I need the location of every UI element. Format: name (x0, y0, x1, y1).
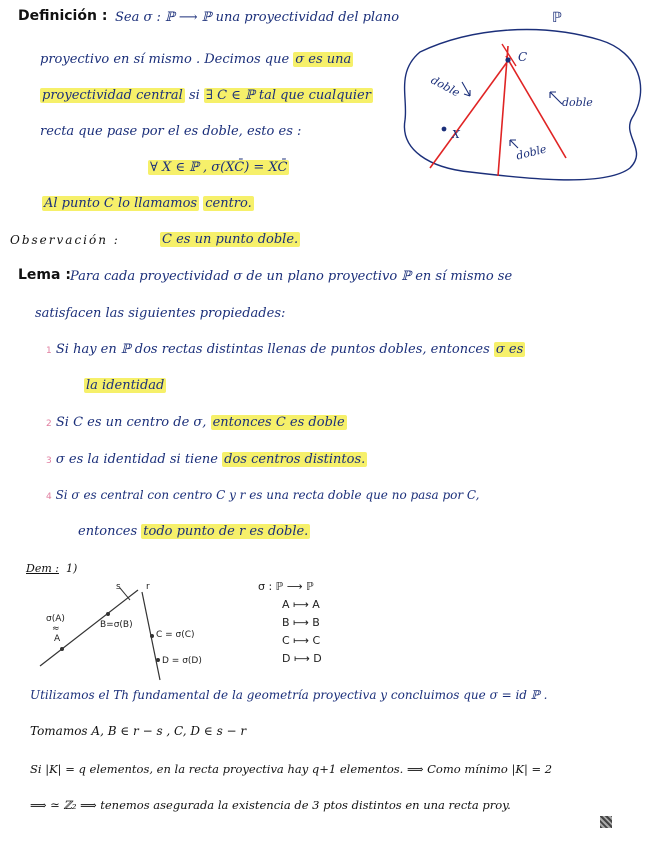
dem-text-1: Utilizamos el Th fundamental de la geometría proyectiva y concluimos que σ = id ℙ . (30, 688, 548, 702)
lema-item-4-text-b: entonces (78, 524, 138, 539)
line-right (506, 56, 566, 158)
observation-text: C es un punto doble. (162, 232, 299, 247)
page-corner-icon (600, 816, 612, 828)
definition-line-4: recta que pase por el es doble, esto es : (40, 124, 302, 139)
mapping-row-1: A ⟼ A (282, 598, 320, 611)
lema-item-3-number: 3 (46, 456, 52, 466)
dem-label-sigma-a: σ(A) (46, 614, 65, 624)
dem-text-4: ⟹ ≃ ℤ₂ ⟹ tenemos asegurada la existencia de 3 ptos distintos en una recta proy. (30, 798, 511, 812)
lema-item-1-text-c: la identidad (86, 378, 165, 393)
line-tick (502, 44, 516, 66)
definition-line-6b: centro. (205, 196, 252, 211)
lema-item-1-text-b: σ es (495, 342, 524, 357)
dem-text-2: Tomamos A, B ∈ r − s , C, D ∈ s − r (30, 724, 247, 738)
mapping-head: σ : ℙ ⟶ ℙ (258, 580, 314, 593)
lema-heading: Lema : (18, 267, 71, 283)
definition-line-6a: Al punto C lo llamamos (44, 196, 198, 211)
lema-item-2-text-b: entonces C es doble (212, 415, 345, 430)
point-a (60, 647, 64, 651)
center-label: C (518, 50, 528, 64)
lema-item-1-text-a: Si hay en ℙ dos rectas distintas llenas de puntos dobles, entonces (55, 342, 490, 357)
point-x (442, 127, 447, 132)
lema-item-2 (46, 415, 347, 430)
lema-line-1: Para cada proyectividad σ de un plano proyectivo ℙ en sí mismo se (70, 269, 513, 284)
plane-label: ℙ (552, 10, 562, 26)
observation-heading: Observación : (10, 233, 120, 247)
dem-label-d: D = σ(D) (162, 656, 202, 666)
lema-item-4-text-a: Si σ es central con centro C y r es una recta doble que no pasa por C, (55, 488, 480, 502)
definition-line-3c: ∃ C ∈ ℙ tal que cualquier (205, 88, 371, 103)
lema-item-3-text-b: dos centros distintos. (224, 452, 366, 467)
lema-item-4-cont (78, 524, 310, 539)
lema-item-4-text-c: todo punto de r es doble. (143, 524, 309, 539)
dem-text-3: Si |K| = q elementos, en la recta proyectiva hay q+1 elementos. ⟹ Como mínimo |K| = 2 (30, 762, 553, 776)
definition-line-3a: proyectividad central (42, 88, 183, 103)
line-left-through-x (430, 58, 510, 168)
lema-item-3-text-a: σ es la identidad si tiene (55, 452, 218, 467)
mapping-row-4: D ⟼ D (282, 652, 322, 665)
lema-item-2-number: 2 (46, 419, 52, 429)
dem-heading: Dem : (26, 562, 59, 575)
doble-right-label: doble (562, 96, 593, 109)
point-c-dem (150, 634, 154, 638)
definition-heading: Definición : (18, 8, 108, 24)
point-b (106, 612, 110, 616)
arrow-doble-right (550, 92, 562, 104)
lema-item-4-number: 4 (46, 492, 52, 502)
dem-label-c: C = σ(C) (156, 630, 195, 640)
mapping-row-2: B ⟼ B (282, 616, 320, 629)
lema-item-1-cont (84, 378, 166, 393)
arrow-doble-bottom (510, 140, 518, 148)
lema-item-4 (46, 488, 479, 502)
point-d-dem (156, 658, 160, 662)
line-s-tick (120, 588, 130, 600)
definition-line-3b: si (188, 88, 200, 103)
line-vertical (498, 46, 508, 176)
lema-line-2: satisfacen las siguientes propiedades: (35, 306, 286, 321)
dem-label-approx: ≈ (52, 624, 60, 634)
center-point-c (505, 57, 510, 62)
x-label: X (452, 128, 460, 141)
doble-left-label: doble (428, 73, 462, 100)
definition-line-1: Sea σ : ℙ ⟶ ℙ una proyectividad del plano (115, 10, 400, 25)
definition-line-2a: proyectivo en sí mismo . Decimos que (40, 52, 290, 67)
lema-item-1 (46, 342, 525, 357)
observation-text-line (160, 232, 300, 247)
definition-formula-text: ∀ X ∈ ℙ , σ(XC̄) = XC̄ (150, 160, 288, 175)
dem-label-r: r (146, 582, 150, 592)
lema-item-2-text-a: Si C es un centro de σ, (55, 415, 207, 430)
dem-number: 1) (66, 562, 78, 575)
definition-line-2b: σ es una (295, 52, 352, 67)
dem-label-a: A (54, 634, 61, 644)
mapping-row-3: C ⟼ C (282, 634, 321, 647)
lema-item-1-number: 1 (46, 346, 52, 356)
dem-label-b: B=σ(B) (100, 620, 133, 630)
dem-label-s: s (116, 582, 121, 592)
arrow-doble-left (462, 82, 470, 96)
lema-item-3 (46, 452, 367, 467)
doble-bottom-label: doble (514, 142, 548, 163)
